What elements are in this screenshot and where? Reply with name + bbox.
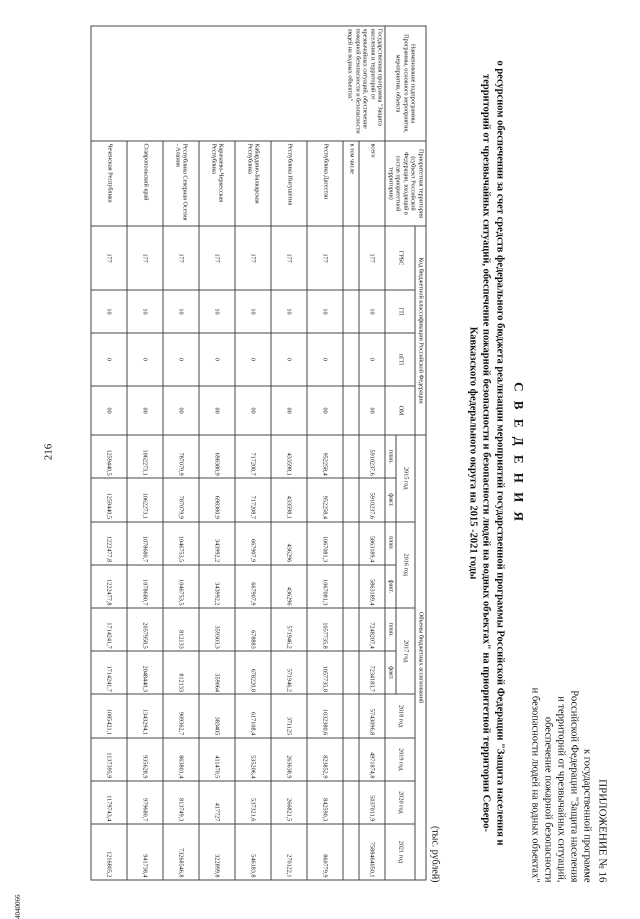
value-cell: 5910237,6 <box>360 478 386 521</box>
value-cell: 1057735,8 <box>308 607 344 650</box>
header-year-2017: 2017 год <box>396 607 416 693</box>
value-cell: 371125 <box>272 694 308 737</box>
header-year-2020: 2020 год <box>386 780 416 823</box>
appendix-block <box>529 542 609 882</box>
value-cell: 322899,8 <box>200 823 236 879</box>
value-cell: 1179743,4 <box>92 780 128 823</box>
value-cell: 1032380,6 <box>308 694 344 737</box>
value-cell <box>344 478 360 521</box>
appendix-line: и безопасности людей на водных объектах" <box>529 687 541 882</box>
om-cell: 00 <box>164 386 200 435</box>
value-cell: 941738,4 <box>128 823 164 879</box>
grbs-cell: 177 <box>92 226 128 290</box>
value-cell: 717208,7 <box>236 478 272 521</box>
value-cell: 678220,8 <box>236 651 272 694</box>
value-cell <box>344 737 360 780</box>
grbs-cell: 177 <box>272 226 308 290</box>
value-cell: 546183,8 <box>236 823 272 879</box>
document-code: 4040066 <box>14 894 22 919</box>
table-row <box>236 26 272 880</box>
appendix-line: к государственной программе <box>581 748 593 882</box>
value-cell <box>344 651 360 694</box>
value-cell: 698380,9 <box>200 435 236 478</box>
om-cell: 00 <box>128 386 164 435</box>
gp-cell: 10 <box>92 290 128 333</box>
value-cell: 383405 <box>200 694 236 737</box>
value-cell: 537321,6 <box>236 780 272 823</box>
territory-cell: всего <box>360 141 386 226</box>
value-cell: 5863189,4 <box>360 564 386 607</box>
pgp-cell: 0 <box>236 332 272 385</box>
grbs-cell: 177 <box>200 226 236 290</box>
territory-cell: Кабардино-Балкарская Республика <box>236 141 272 226</box>
table-row <box>344 26 360 880</box>
gp-cell <box>344 290 360 333</box>
territory-cell: Республика Дагестан <box>308 141 344 226</box>
grbs-cell: 177 <box>128 226 164 290</box>
value-cell: 812133 <box>164 651 200 694</box>
value-cell: 7234183,7 <box>360 651 386 694</box>
om-cell: 00 <box>200 386 236 435</box>
om-cell: 00 <box>236 386 272 435</box>
value-cell: 411470,5 <box>200 737 236 780</box>
pgp-cell: 0 <box>92 332 128 385</box>
appendix-line: обеспечение пожарной безопасности <box>542 716 554 882</box>
gp-cell: 10 <box>128 290 164 333</box>
value-cell: 617108,4 <box>236 694 272 737</box>
value-cell: 1259440,5 <box>92 435 128 478</box>
value-cell: 1046753,5 <box>164 564 200 607</box>
territory-cell: Республика Северная Осетия - Алания <box>164 141 200 226</box>
value-cell <box>344 435 360 478</box>
value-cell: 667907,9 <box>236 521 272 564</box>
table-row <box>272 26 308 880</box>
value-cell: 263638,9 <box>272 737 308 780</box>
value-cell: 909362,7 <box>164 694 200 737</box>
value-cell: 270122,1 <box>272 823 308 879</box>
gp-cell: 10 <box>164 290 200 333</box>
value-cell: 359064 <box>200 651 236 694</box>
value-cell <box>344 564 360 607</box>
value-cell: 343992,2 <box>200 521 236 564</box>
table-row <box>200 26 236 880</box>
header-volumes: Объемы бюджетных ассигнований <box>416 435 427 880</box>
units-label: (тыс. рублей) <box>429 825 441 882</box>
header-year-2021: 2021 год <box>386 823 416 879</box>
budget-table <box>91 25 427 880</box>
pgp-cell: 0 <box>164 332 200 385</box>
header-year-2016: 2016 год <box>396 521 416 607</box>
value-cell: 667907,9 <box>236 564 272 607</box>
value-cell: 343992,2 <box>200 564 236 607</box>
rotated-document-sheet <box>28 15 613 890</box>
value-cell: 1062273,1 <box>128 478 164 521</box>
gp-cell: 10 <box>200 290 236 333</box>
value-cell: 1259440,5 <box>92 478 128 521</box>
value-cell: 1216805,2 <box>92 823 128 879</box>
value-cell: 359303,3 <box>200 607 236 650</box>
value-cell: 1222477,8 <box>92 521 128 564</box>
value-cell: 436296 <box>272 521 308 564</box>
territory-cell: Карачаево-Черкесская Республика <box>200 141 236 226</box>
value-cell: 1057735,8 <box>308 651 344 694</box>
value-cell <box>344 823 360 879</box>
value-cell <box>344 521 360 564</box>
value-cell: 5910237,6 <box>360 435 386 478</box>
document-heading <box>466 15 527 890</box>
om-cell: 00 <box>308 386 344 435</box>
header-fact: факт. <box>386 478 397 521</box>
gp-cell: 10 <box>360 290 386 333</box>
territory-cell: Чеченская Республика <box>92 141 128 226</box>
gp-cell: 10 <box>308 290 344 333</box>
table-body <box>92 26 386 880</box>
value-cell <box>344 694 360 737</box>
pgp-cell: 0 <box>308 332 344 385</box>
value-cell: 1085421,1 <box>92 694 128 737</box>
om-cell <box>344 386 360 435</box>
value-cell: 1714241,7 <box>92 651 128 694</box>
table-row <box>92 26 128 880</box>
page-number: 216 <box>42 443 55 461</box>
grbs-cell: 177 <box>164 226 200 290</box>
header-plan: план. <box>386 607 397 650</box>
value-cell: 73268546,8 <box>164 823 200 879</box>
value-cell: 433598,1 <box>272 478 308 521</box>
value-cell: 2057958,5 <box>128 607 164 650</box>
table-row <box>128 26 164 880</box>
value-cell: 823852,9 <box>308 737 344 780</box>
pgp-cell: 0 <box>272 332 308 385</box>
value-cell: 1343294,1 <box>128 694 164 737</box>
value-cell <box>344 780 360 823</box>
value-cell: 952258,4 <box>308 435 344 478</box>
value-cell: 571946,2 <box>272 607 308 650</box>
header-plan: план. <box>386 435 397 478</box>
header-om: ОМ <box>386 386 416 435</box>
territory-cell: Республика Ингушетия <box>272 141 308 226</box>
header-pgp: пГП <box>386 332 416 385</box>
om-cell: 00 <box>272 386 308 435</box>
value-cell: 812133 <box>164 607 200 650</box>
grbs-cell <box>344 226 360 290</box>
value-cell: 1222477,8 <box>92 564 128 607</box>
grbs-cell: 177 <box>308 226 344 290</box>
appendix-title: ПРИЛОЖЕНИЕ № 16 <box>596 778 609 882</box>
program-name-cell: Государственная программа "Защита населения и территорий от чрезвычайных ситуаций, обеспечение пожарной безопасности и безопасности людей на водных объектах" <box>92 26 386 141</box>
appendix-line: и территорий от чрезвычайных ситуаций, <box>555 695 567 882</box>
value-cell: 787079,9 <box>164 435 200 478</box>
value-cell: 1078680,7 <box>128 564 164 607</box>
document-title: С В Е Д Е Н И Я <box>511 381 527 524</box>
value-cell: 935628,9 <box>128 737 164 780</box>
header-budget-code: Код бюджетной классификации Российской Федерации <box>416 226 427 435</box>
value-cell: 678883 <box>236 607 272 650</box>
value-cell <box>344 607 360 650</box>
value-cell: 7248207,4 <box>360 607 386 650</box>
value-cell: 417727 <box>200 780 236 823</box>
value-cell: 1062273,1 <box>128 435 164 478</box>
om-cell: 00 <box>92 386 128 435</box>
value-cell: 571946,2 <box>272 651 308 694</box>
value-cell: 5863189,4 <box>360 521 386 564</box>
header-program: Наименование подпрограммы Программы, основного мероприятия, мероприятия, объекта <box>386 26 427 141</box>
value-cell: 266821,5 <box>272 780 308 823</box>
header-year-2018: 2018 год <box>386 694 416 737</box>
header-fact: факт. <box>386 564 397 607</box>
value-cell: 436296 <box>272 564 308 607</box>
value-cell: 5743096,8 <box>360 694 386 737</box>
value-cell: 2048440,3 <box>128 651 164 694</box>
value-cell: 860779,9 <box>308 823 344 879</box>
value-cell: 842590,3 <box>308 780 344 823</box>
appendix-line: Российской Федерации "Защита населения <box>568 689 580 882</box>
table-row <box>308 26 344 880</box>
header-fact: факт. <box>386 651 397 694</box>
value-cell: 1078680,7 <box>128 521 164 564</box>
value-cell: 698380,9 <box>200 478 236 521</box>
value-cell: 5037011,9 <box>360 780 386 823</box>
grbs-cell: 177 <box>360 226 386 290</box>
header-grbs: ГРБС <box>386 226 416 290</box>
value-cell: 717208,7 <box>236 435 272 478</box>
territory-cell: Ставропольский край <box>128 141 164 226</box>
header-year-2019: 2019 год <box>386 737 416 780</box>
value-cell: 7588464050,1 <box>360 823 386 879</box>
document-subtitle: о ресурсном обеспечении за счет средств федерального бюджета реализации мероприятий государственной программы Российской Федерации "Защита населения и территорий от чрезвычайных ситуаций, обеспечение пожарной безопасности и безопасности людей на водных объектах" на приоритетной территории Северо-Кавказского федерального округа на 2015 -2021 годы <box>467 59 506 846</box>
value-cell: 952258,4 <box>308 478 344 521</box>
value-cell: 787079,9 <box>164 478 200 521</box>
value-cell: 4971874,8 <box>360 737 386 780</box>
grbs-cell: 177 <box>236 226 272 290</box>
table-row <box>360 26 386 880</box>
value-cell: 1137395,9 <box>92 737 128 780</box>
header-plan: план. <box>386 521 397 564</box>
value-cell: 1714241,7 <box>92 607 128 650</box>
value-cell: 813749,3 <box>164 780 200 823</box>
value-cell: 535206,4 <box>236 737 272 780</box>
value-cell: 1067081,3 <box>308 564 344 607</box>
value-cell: 433598,1 <box>272 435 308 478</box>
gp-cell: 10 <box>236 290 272 333</box>
territory-cell: в том числе <box>344 141 360 226</box>
table-row <box>164 26 200 880</box>
header-year-2015: 2015 год <box>396 435 416 521</box>
value-cell: 979680,7 <box>128 780 164 823</box>
om-cell: 00 <box>360 386 386 435</box>
value-cell: 1067081,3 <box>308 521 344 564</box>
pgp-cell: 0 <box>360 332 386 385</box>
value-cell: 1046753,5 <box>164 521 200 564</box>
header-territory: Приоритетная территория (субъект Российской Федерации, входящий в состав приоритетной территории) <box>386 141 427 226</box>
gp-cell: 10 <box>272 290 308 333</box>
value-cell: 863801,4 <box>164 737 200 780</box>
header-gp: ГП <box>386 290 416 333</box>
pgp-cell <box>344 332 360 385</box>
pgp-cell: 0 <box>128 332 164 385</box>
pgp-cell: 0 <box>200 332 236 385</box>
